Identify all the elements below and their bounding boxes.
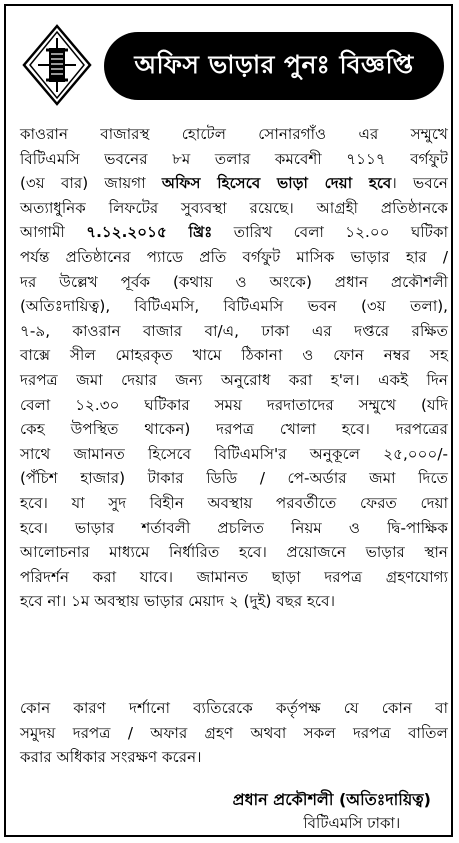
- text-line: সাথে জামানত হিসেবে বিটিএমসি'র অনুকূলে ২৫,০০০/-: [20, 444, 448, 463]
- notice-frame: [4, 4, 453, 837]
- text-line: বিটিএমসি ভবনের ৮ম তলার কমবেশী ৭১১৭ বর্গফুট: [20, 149, 448, 168]
- title-banner: [104, 32, 444, 100]
- text-line: (পঁচিশ হাজার) টাকার ডিডি / পে-অর্ডার জমা দিতে: [20, 469, 448, 488]
- text-line: [20, 171, 448, 196]
- highlight-text: অফিস হিসেবে ভাড়া দেয়া হবে: [161, 174, 392, 193]
- text-line: করার অধিকার সংরক্ষণ করেন।: [20, 748, 202, 767]
- notice-header: [16, 18, 453, 114]
- text-line: অত্যাধুনিক লিফটের সুব্যবস্থা রয়েছে। আগ্রহী প্রতিষ্ঠানকে: [20, 198, 448, 217]
- text-segment: (৩য় বার) জায়গা: [20, 174, 162, 193]
- text-line: কাওরান বাজারস্থ হোটেল সোনারগাঁও এর সম্মুখে: [20, 125, 448, 143]
- notice-title: অফিস ভাড়ার পুনঃ বিজ্ঞপ্তি: [134, 49, 414, 79]
- text-line: সমুদয় দরপত্র / অফার গ্রহণ অথবা সকল দরপত্র বাতিল: [20, 723, 448, 742]
- highlight-text: ৭.১২.২০১৫ খ্রিঃ: [86, 223, 213, 242]
- text-line: বাক্সে সীল মোহরকৃত খামে ঠিকানা ও ফোন নম্বর সহ: [20, 346, 448, 365]
- notice-paragraph-main: [20, 122, 448, 614]
- text-segment: আগামী: [20, 223, 87, 242]
- signatory-designation: প্রধান প্রকৌশলী (অতিঃদায়িত্ব): [232, 790, 431, 809]
- text-line: (অতিঃদায়িত্ব), বিটিএমসি, বিটিএমসি ভবন (৩য় তলা),: [20, 297, 448, 316]
- notice-paragraph-disclaimer: [20, 696, 448, 770]
- text-line: কোন কারণ দর্শানো ব্যতিরেকে কর্তৃপক্ষ যে কোন বা: [20, 699, 448, 717]
- text-line: হবে না। ১ম অবস্থায় ভাড়ার মেয়াদ ২ (দুই) বছর হবে।: [20, 592, 336, 611]
- signature-block: [233, 788, 431, 834]
- text-line: পর্যন্ত প্রতিষ্ঠানের প্যাডে প্রতি বর্গফুট মাসিক ভাড়ার হার /: [20, 247, 448, 266]
- text-line: হবে। যা সুদ বিহীন অবস্থায় পরবর্তীতে ফেরত দেয়া: [20, 493, 448, 512]
- text-segment: । ভবনে: [391, 174, 448, 193]
- text-line: [20, 220, 448, 245]
- text-segment: তারিখ বেলা ১২.০০ ঘটিকা: [212, 223, 448, 242]
- text-line: দর উল্লেখ পূর্বক (কথায় ও অংকে) প্রধান প্রকৌশলী: [20, 272, 448, 291]
- text-line: পরিদর্শন করা যাবে। জামানত ছাড়া দরপত্র গ্রহণযোগ্য: [20, 567, 448, 586]
- text-line: কেহ উপস্থিত থাকেন) দরপত্র খোলা হবে। দরপত্রের: [20, 420, 448, 439]
- text-line: আলোচনার মাধ্যমে নির্ধারিত হবে। প্রয়োজনে ভাড়ার স্থান: [20, 543, 448, 562]
- text-line: বেলা ১২.৩০ ঘটিকার সময় দরদাতাদের সম্মুখে (যদি: [20, 395, 448, 414]
- text-line: হবে। ভাড়ার শর্তাবলী প্রচলিত নিয়ম ও দ্বি-পাক্ষিক: [20, 518, 448, 537]
- text-line: দরপত্র জমা দেয়ার জন্য অনুরোধ করা হ'ল। একই দিন: [20, 370, 448, 389]
- btmc-logo-icon: [22, 24, 92, 106]
- text-line: ৭-৯, কাওরান বাজার বা/এ, ঢাকা এর দপ্তরে রক্ষিত: [20, 321, 448, 340]
- signatory-office: বিটিএমসি ঢাকা।: [303, 814, 401, 832]
